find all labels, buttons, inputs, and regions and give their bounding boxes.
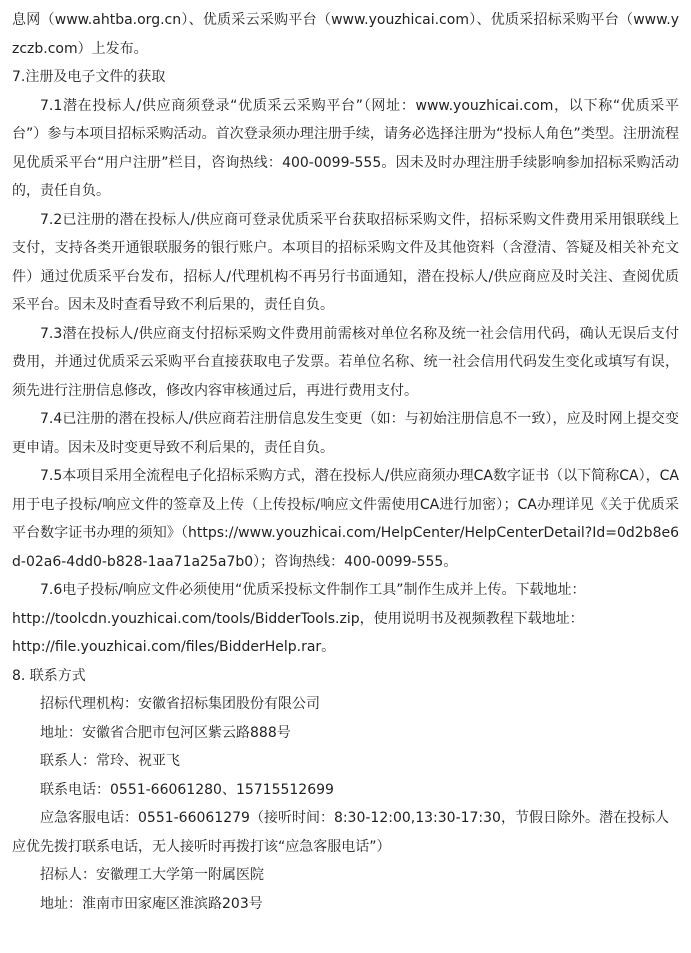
section-7-heading: 7.注册及电子文件的获取: [12, 69, 166, 85]
section-7-1-paragraph: 7.1潜在投标人/供应商须登录“优质采云采购平台”（网址：www.youzhicai.com，以下称“优质采平台”）参与本项目招标采购活动。首次登录须办理注册手续，请务必选择注册为“投标人角色”类型。注册流程见优质采平台“用户注册”栏目，咨询热线：400-0099-555。因未及时办理注册手续影响参加招标采购活动的，责任自负。: [12, 97, 679, 199]
contact-phone-line: 联系电话：0551-66061280、15715512699: [40, 781, 334, 798]
section-7-6-paragraph: 7.6电子投标/响应文件必须使用“优质采投标文件制作工具”制作生成并上传。下载地址：: [40, 582, 586, 598]
section-7-5-paragraph: 7.5本项目采用全流程电子化招标采购方式，潜在投标人/供应商须办理CA数字证书（以下简称CA），CA用于电子投标/响应文件的签章及上传（上传投标/响应文件需使用CA进行加密）；CA办理详见《关于优质采平台数字证书办理的须知》（https://www.youzhicai.com/HelpCenter/HelpCenterDetail?Id=0d2b8e6d-02a6-4dd0-b828-1aa71a25a7b0）；咨询热线：400-0099-555。: [12, 468, 679, 570]
contact-person-line: 联系人：常玲、祝亚飞: [40, 753, 180, 769]
tenderer-address-line: 地址：淮南市田家庵区淮滨路203号: [40, 895, 263, 912]
intro-tail-paragraph: 息网（www.ahtba.org.cn）、优质采云采购平台（www.youzhicai.com）、优质采招标采购平台（www.yzczb.com）上发布。: [12, 12, 679, 57]
bidder-tools-link[interactable]: http://toolcdn.youzhicai.com/tools/BidderTools.zip，使用说明书及视频教程下载地址：: [12, 610, 584, 627]
section-7-4-paragraph: 7.4已注册的潜在投标人/供应商若注册信息发生变更（如：与初始注册信息不一致），应及时网上提交变更申请。因未及时变更导致不利后果的，责任自负。: [12, 411, 679, 456]
bidder-help-link[interactable]: http://file.youzhicai.com/files/BidderHelp.rar。: [12, 639, 336, 655]
section-8-heading: 8. 联系方式: [12, 667, 86, 684]
tenderer-line: 招标人：安徽理工大学第一附属医院: [40, 867, 264, 883]
section-7-2-paragraph: 7.2已注册的潜在投标人/供应商可登录优质采平台获取招标采购文件，招标采购文件费用采用银联线上支付，支持各类开通银联服务的银行账户。本项目的招标采购文件及其他资料（含澄清、答疑及相关补充文件）通过优质采平台发布，招标人/代理机构不再另行书面通知，潜在投标人/供应商应及时关注、查阅优质采平台。因未及时查看导致不利后果的，责任自负。: [12, 211, 679, 313]
agency-line: 招标代理机构：安徽省招标集团股份有限公司: [40, 696, 320, 712]
agency-address-line: 地址：安徽省合肥市包河区紫云路888号: [40, 724, 291, 741]
section-7-3-paragraph: 7.3潜在投标人/供应商支付招标采购文件费用前需核对单位名称及统一社会信用代码，确认无误后支付费用，并通过优质采云采购平台直接获取电子发票。若单位名称、统一社会信用代码发生变化或填写有误，须先进行注册信息修改，修改内容审核通过后，再进行费用支付。: [12, 325, 679, 399]
emergency-phone-line: 应急客服电话：0551-66061279（接听时间：8:30-12:00,13:30-17:30，节假日除外。潜在投标人应优先拨打联系电话，无人接听时再拨打该“应急客服电话”）: [12, 810, 669, 855]
